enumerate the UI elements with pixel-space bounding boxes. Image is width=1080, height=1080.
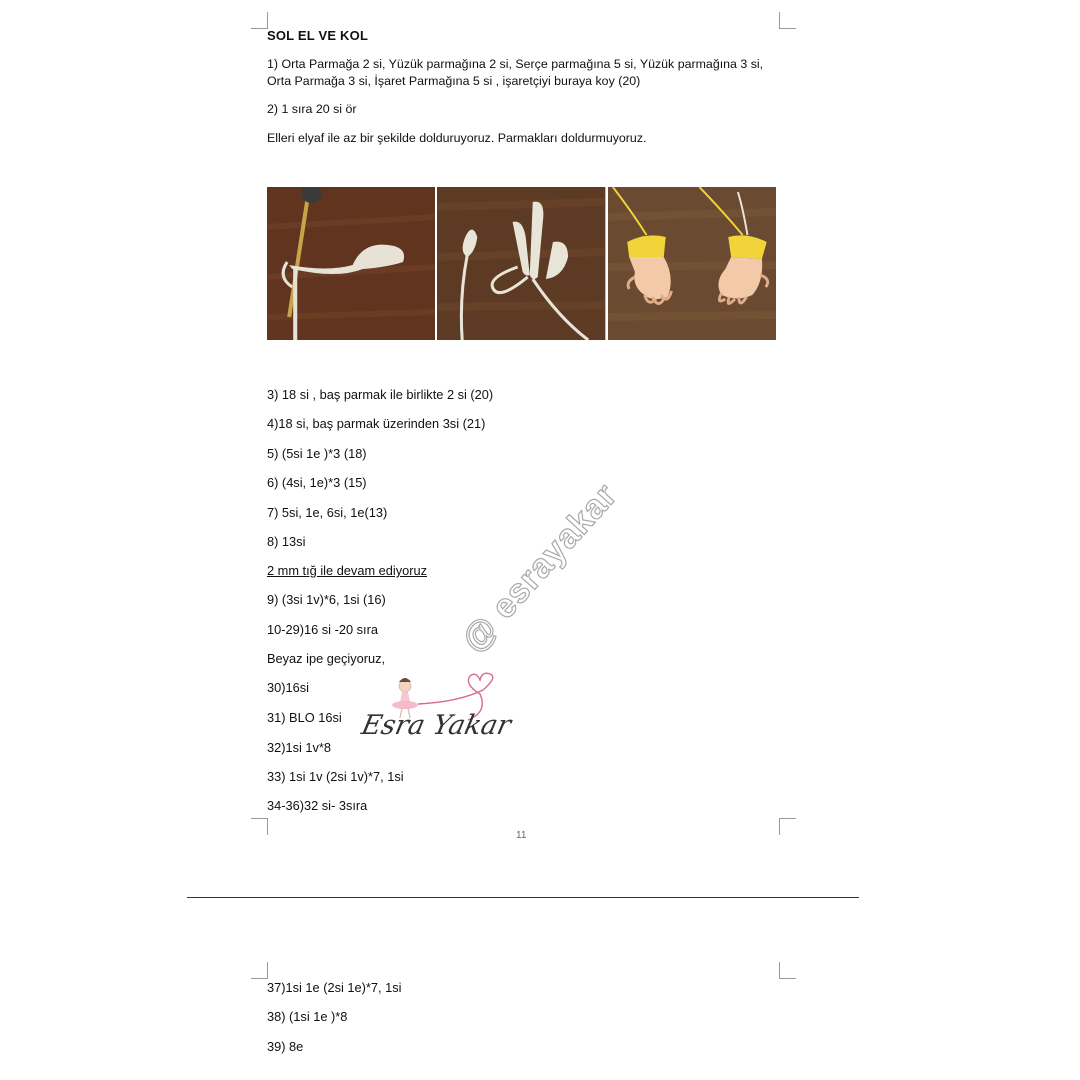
section-title: SOL EL VE KOL <box>267 28 369 43</box>
row-33: 33) 1si 1v (2si 1v)*7, 1si <box>267 769 404 784</box>
crop-mark-bottom-left <box>251 818 268 835</box>
row-39: 39) 8e <box>267 1039 304 1054</box>
row-34-36: 34-36)32 si- 3sıra <box>267 798 368 813</box>
row-5: 5) (5si 1e )*3 (18) <box>267 446 367 461</box>
photo-crocheted-fingers <box>437 187 605 340</box>
row-7: 7) 5si, 1e, 6si, 1e(13) <box>267 505 388 520</box>
color-change-note: Beyaz ipe geçiyoruz, <box>267 651 386 666</box>
row-6: 6) (4si, 1e)*3 (15) <box>267 475 367 490</box>
crop-mark-top-left <box>251 12 268 29</box>
photo-finished-hands <box>608 187 776 340</box>
finished-hands-image <box>608 187 776 340</box>
intro-note: Elleri elyaf ile az bir şekilde dolduruyoruz. Parmakları doldurmuyoruz. <box>267 131 647 145</box>
crop-mark-top-right <box>779 12 796 29</box>
row-37: 37)1si 1e (2si 1e)*7, 1si <box>267 980 402 995</box>
page-number: 11 <box>516 830 527 841</box>
watermark-logo <box>358 672 514 762</box>
crop-mark-bottom-right <box>779 818 796 835</box>
page-divider <box>187 897 859 898</box>
row-3: 3) 18 si , baş parmak ile birlikte 2 si (20) <box>267 387 494 402</box>
crop-mark-next-top-left <box>251 962 268 979</box>
photo-strip <box>267 187 776 340</box>
row-4: 4)18 si, baş parmak üzerinden 3si (21) <box>267 416 486 431</box>
crochet-finger-image <box>267 187 435 340</box>
watermark-handle: @ esrayakar <box>454 476 625 660</box>
intro-row-1: 1) Orta Parmağa 2 si, Yüzük parmağına 2 si, Serçe parmağına 5 si, Yüzük parmağına 3 si, Orta Parmağa 3 si, İşaret Parmağına 5 si , işaretçiyi buraya koy (20) <box>267 57 764 88</box>
row-30: 30)16si <box>267 680 309 695</box>
intro-row-2: 2) 1 sıra 20 si ör <box>267 102 357 116</box>
row-10-29: 10-29)16 si -20 sıra <box>267 622 378 637</box>
row-8: 8) 13si <box>267 534 306 549</box>
crocheted-fingers-image <box>437 187 605 340</box>
row-38: 38) (1si 1e )*8 <box>267 1009 348 1024</box>
row-31: 31) BLO 16si <box>267 710 342 725</box>
row-32: 32)1si 1v*8 <box>267 740 332 755</box>
row-9: 9) (3si 1v)*6, 1si (16) <box>267 592 386 607</box>
photo-crochet-finger <box>267 187 435 340</box>
hook-note: 2 mm tığ ile devam ediyoruz <box>267 563 428 578</box>
logo-text: Esra Yakar <box>358 710 514 741</box>
crop-mark-next-top-right <box>779 962 796 979</box>
